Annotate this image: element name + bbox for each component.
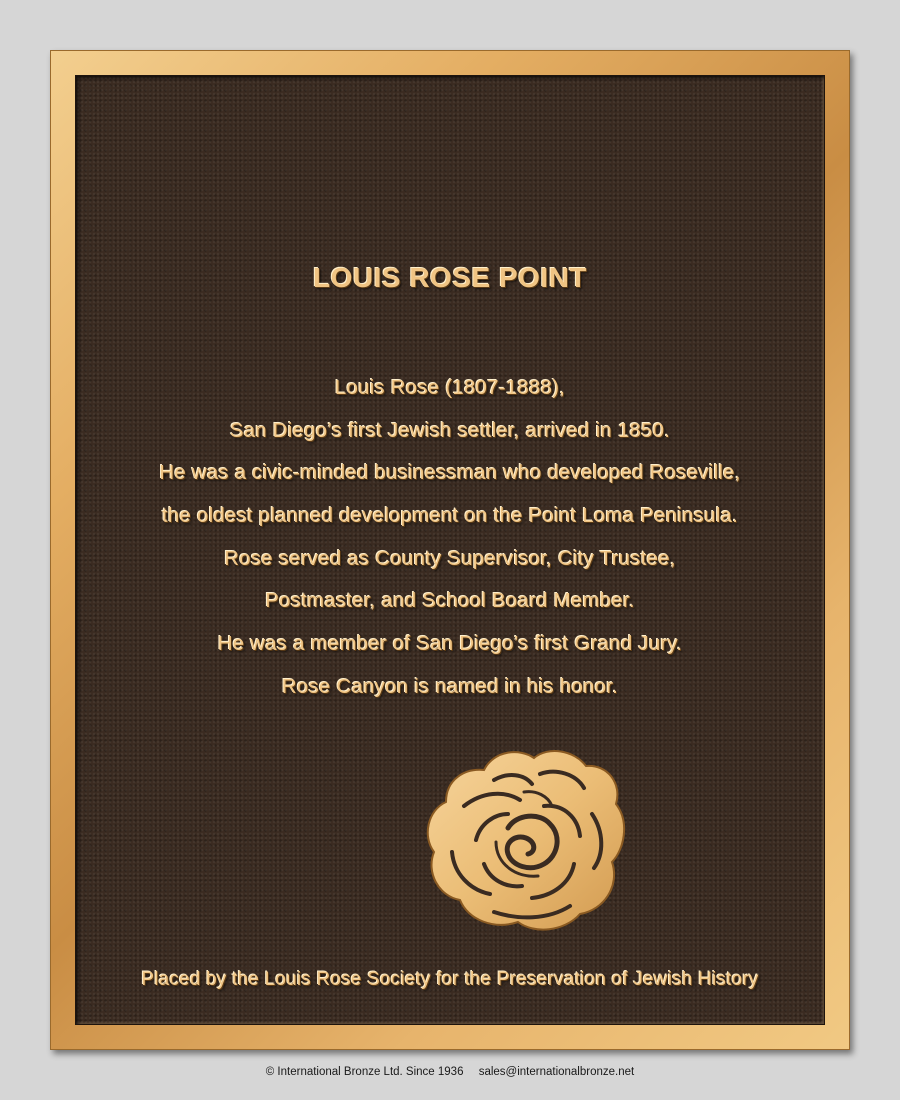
rose-icon	[424, 744, 628, 932]
body-line: He was a civic-minded businessman who developed Roseville,	[159, 461, 741, 485]
copyright-text: © International Bronze Ltd. Since 1936	[265, 1066, 464, 1078]
plaque-panel	[75, 75, 825, 1025]
footer	[0, 1066, 900, 1078]
body-line: Rose Canyon is named in his honor.	[281, 674, 619, 698]
plaque-title: LOUIS ROSE POINT	[312, 262, 588, 293]
body-line: Postmaster, and School Board Member.	[265, 589, 635, 613]
body-line: Rose served as County Supervisor, City Trustee,	[224, 546, 676, 570]
dedication-text: Placed by the Louis Rose Society for the Preservation of Jewish History	[141, 969, 759, 990]
body-line: the oldest planned development on the Point Loma Peninsula.	[162, 504, 738, 528]
plaque-frame	[50, 50, 850, 1050]
contact-email: sales@internationalbronze.net	[478, 1066, 635, 1078]
body-line: San Diego’s first Jewish settler, arrived in 1850.	[229, 418, 671, 442]
body-line: He was a member of San Diego’s first Grand Jury.	[217, 632, 683, 656]
body-line: Louis Rose (1807-1888),	[334, 376, 566, 399]
plaque-body	[76, 372, 824, 714]
